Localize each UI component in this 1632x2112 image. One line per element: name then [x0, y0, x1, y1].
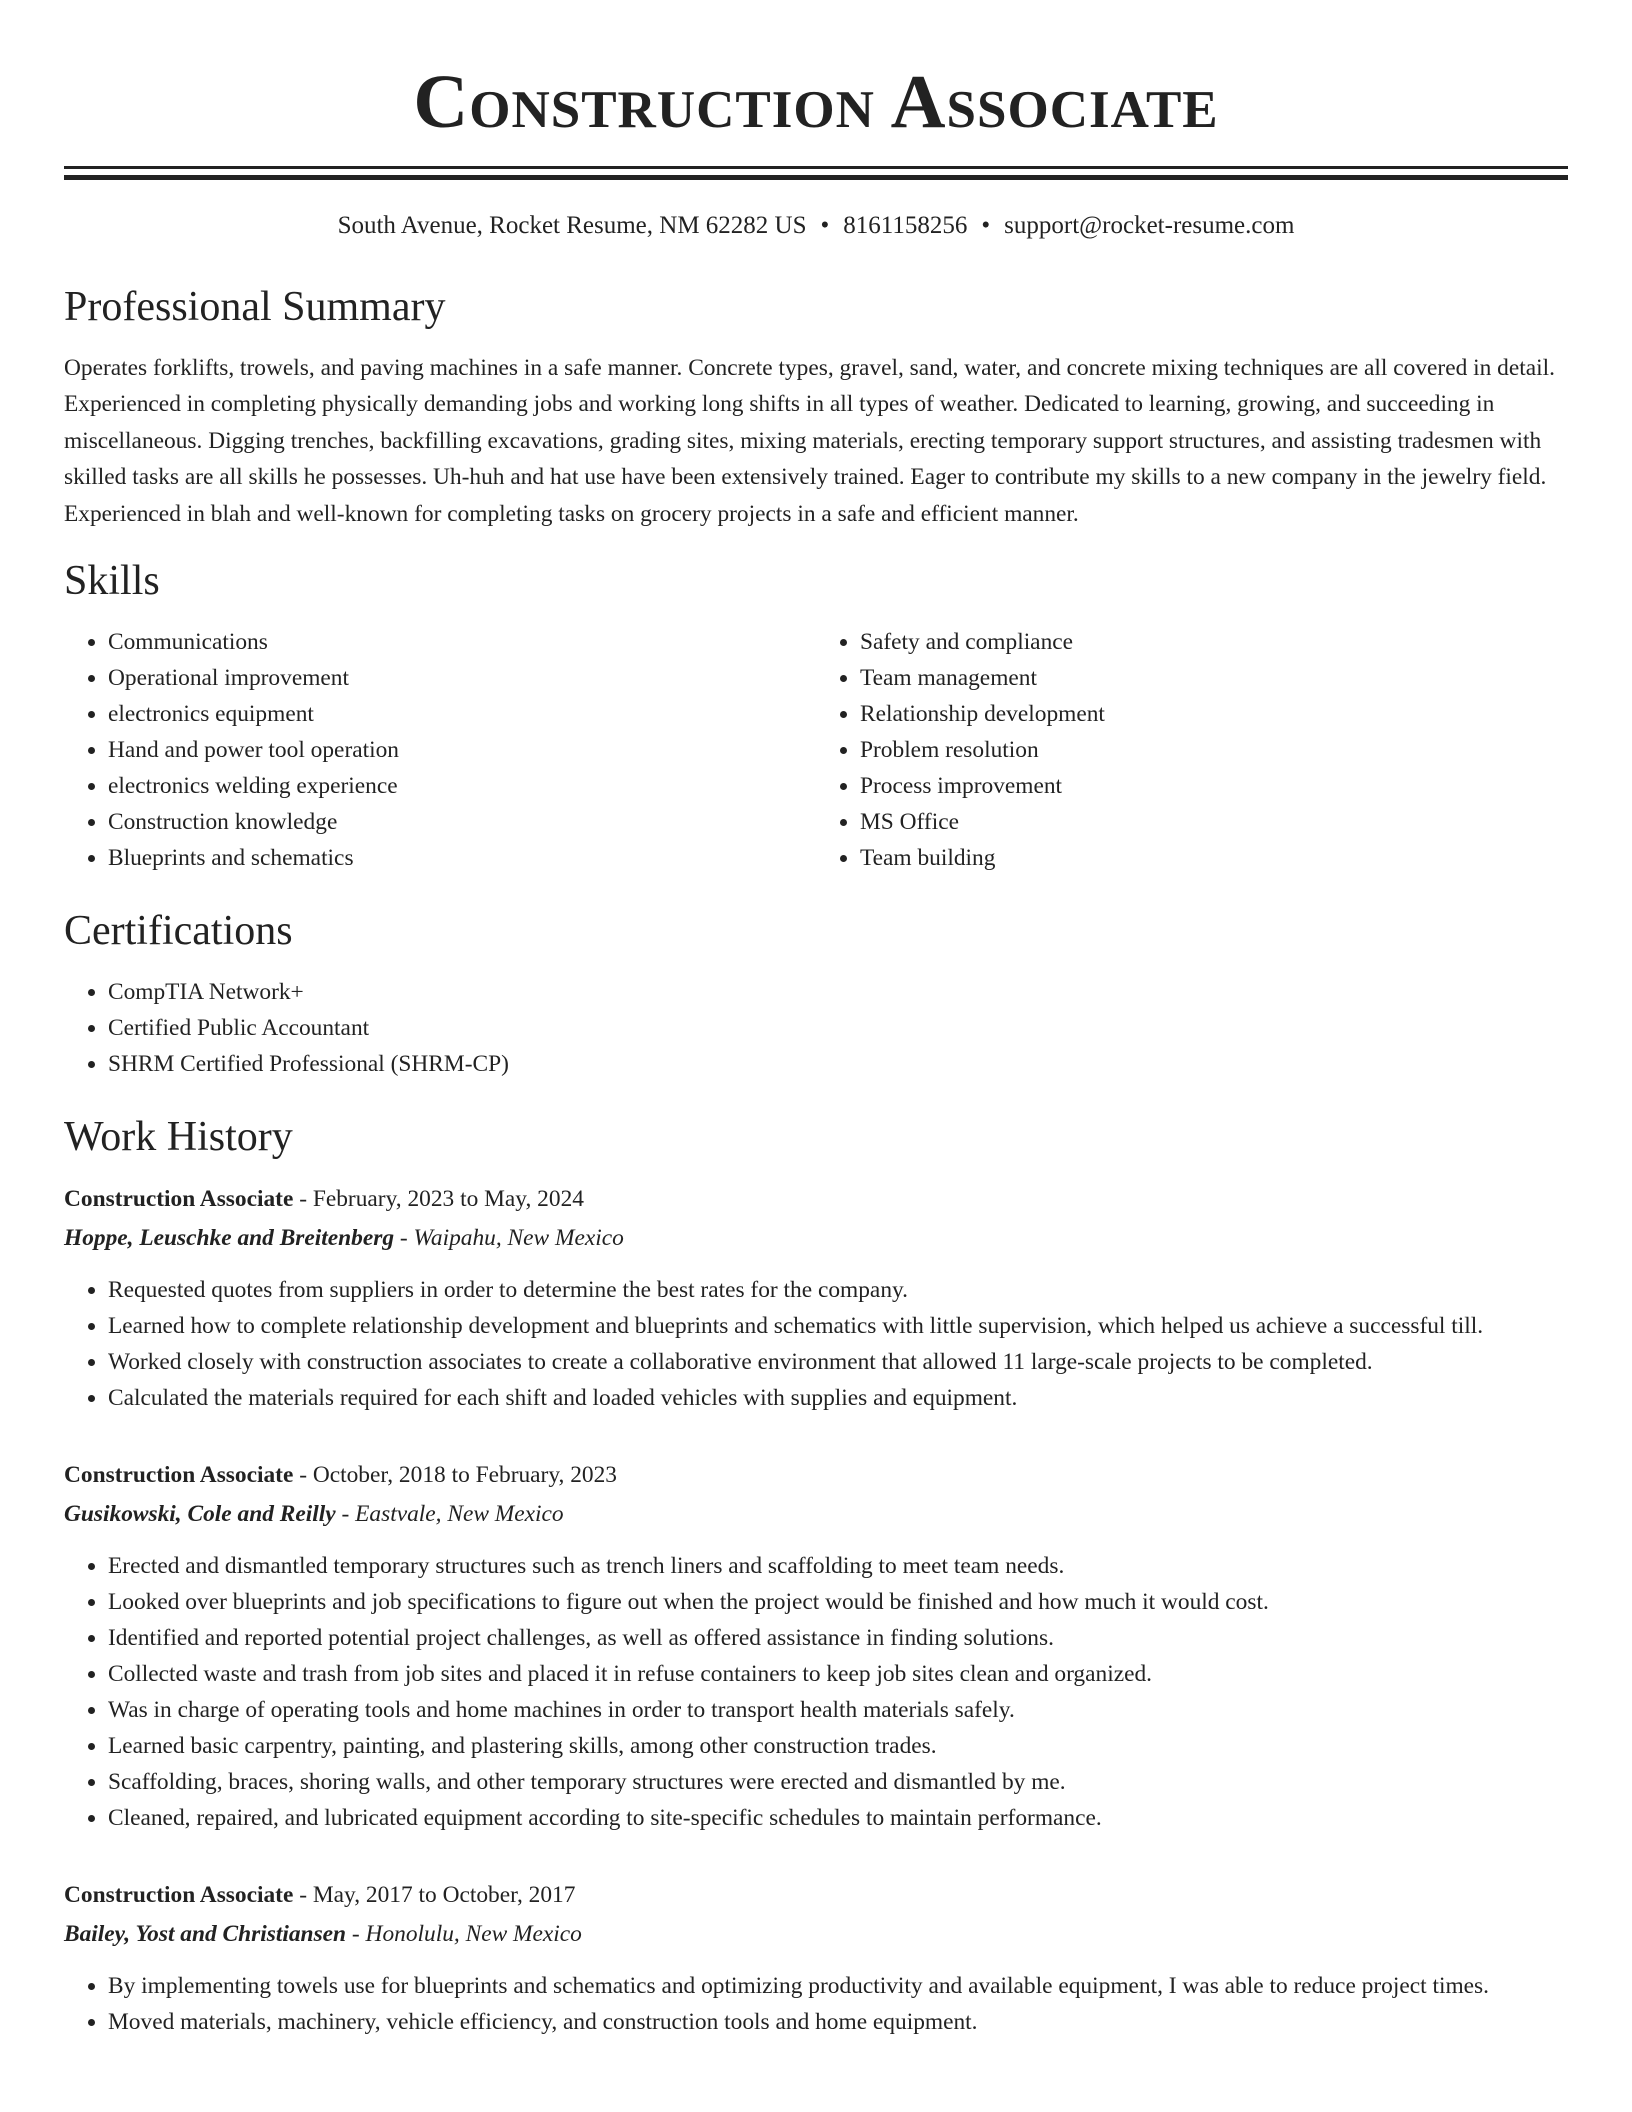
job-bullet: • Identified and reported potential project challenges, as well as offered assistance in finding solutions.	[108, 1620, 1568, 1656]
job-bullets	[64, 1968, 1568, 2040]
skill-item: • Blueprints and schematics	[108, 840, 816, 876]
summary-heading: Professional Summary	[64, 284, 446, 330]
job-company-line	[64, 1494, 1568, 1534]
contact-email: support@rocket-resume.com	[1004, 212, 1295, 239]
job-bullets	[64, 1548, 1568, 1836]
resume-page	[64, 0, 1568, 2040]
job-bullet: • Erected and dismantled temporary structures such as trench liners and scaffolding to meet team needs.	[108, 1548, 1568, 1584]
skill-item: • Team building	[860, 840, 1568, 876]
job-entry	[64, 1456, 1568, 1836]
title-rule-bottom	[64, 175, 1568, 180]
job-bullet: • Was in charge of operating tools and home machines in order to transport health materials safely.	[108, 1692, 1568, 1728]
contact-separator: •	[981, 212, 991, 239]
job-entry	[64, 1180, 1568, 1416]
job-bullet: • Worked closely with construction associates to create a collaborative environment that allowed 11 large-scale projects to be completed.	[108, 1344, 1568, 1380]
job-company: Gusikowski, Cole and Reilly	[64, 1501, 336, 1528]
contact-address: South Avenue, Rocket Resume, NM 62282 US	[337, 212, 807, 239]
skill-item: • electronics welding experience	[108, 768, 816, 804]
skill-item: • Process improvement	[860, 768, 1568, 804]
job-bullets	[64, 1272, 1568, 1416]
job-bullet: • Scaffolding, braces, shoring walls, and other temporary structures were erected and dismantled by me.	[108, 1764, 1568, 1800]
work-history-heading: Work History	[64, 1114, 293, 1161]
skill-item: • Problem resolution	[860, 732, 1568, 768]
job-company-line	[64, 1914, 1568, 1954]
skills-list-left	[64, 624, 816, 876]
contact-line	[64, 210, 1568, 242]
skill-item: • Communications	[108, 624, 816, 660]
skill-item: • MS Office	[860, 804, 1568, 840]
certification-item: • CompTIA Network+	[108, 974, 1568, 1010]
certification-item: • Certified Public Accountant	[108, 1010, 1568, 1046]
job-bullet: • Looked over blueprints and job specifications to figure out when the project would be finished and how much it would cost.	[108, 1584, 1568, 1620]
job-title-line	[64, 1876, 1568, 1914]
certifications-heading: Certifications	[64, 908, 293, 955]
job-bullet: • Collected waste and trash from job sites and placed it in refuse containers to keep job sites clean and organized.	[108, 1656, 1568, 1692]
job-bullet: • Calculated the materials required for each shift and loaded vehicles with supplies and equipment.	[108, 1380, 1568, 1416]
skill-item: • Construction knowledge	[108, 804, 816, 840]
skills-heading: Skills	[64, 558, 160, 605]
contact-phone: 8161158256	[843, 212, 968, 239]
job-location: - Waipahu, New Mexico	[394, 1225, 624, 1252]
job-location: - Eastvale, New Mexico	[335, 1501, 564, 1528]
job-title: Construction Associate	[64, 1882, 294, 1909]
job-title: Construction Associate	[64, 1186, 294, 1213]
job-title-line	[64, 1180, 1568, 1218]
job-bullet: • Learned basic carpentry, painting, and plastering skills, among other construction trades.	[108, 1728, 1568, 1764]
job-location: - Honolulu, New Mexico	[346, 1921, 582, 1948]
title-rule-top	[64, 166, 1568, 169]
job-bullet: • Moved materials, machinery, vehicle efficiency, and construction tools and home equipment.	[108, 2004, 1568, 2040]
job-company: Bailey, Yost and Christiansen	[64, 1921, 347, 1948]
job-bullet: • Cleaned, repaired, and lubricated equipment according to site-specific schedules to maintain performance.	[108, 1800, 1568, 1836]
job-company: Hoppe, Leuschke and Breitenberg	[64, 1225, 395, 1252]
skill-item: • Hand and power tool operation	[108, 732, 816, 768]
job-title-line	[64, 1456, 1568, 1494]
skills-list-right	[816, 624, 1568, 876]
skill-item: • Team management	[860, 660, 1568, 696]
skill-item: • Safety and compliance	[860, 624, 1568, 660]
job-entry	[64, 1876, 1568, 2040]
certifications-list	[64, 974, 1568, 1082]
job-dates: - May, 2017 to October, 2017	[293, 1882, 576, 1909]
job-bullet: • Learned how to complete relationship development and blueprints and schematics with little supervision, which helped us achieve a successful till.	[108, 1308, 1568, 1344]
job-dates: - October, 2018 to February, 2023	[293, 1462, 618, 1489]
job-bullet: • By implementing towels use for blueprints and schematics and optimizing productivity and available equipment, I was able to reduce project times.	[108, 1968, 1568, 2004]
resume-title: Construction Associate	[413, 60, 1219, 144]
job-title: Construction Associate	[64, 1462, 294, 1489]
skill-item: • Relationship development	[860, 696, 1568, 732]
certification-item: • SHRM Certified Professional (SHRM-CP)	[108, 1046, 1568, 1082]
skill-item: • Operational improvement	[108, 660, 816, 696]
summary-text: Operates forklifts, trowels, and paving machines in a safe manner. Concrete types, gravel, sand, water, and concrete mixing techniques are all covered in detail. Experienced in completing physically demanding jobs and working long shifts in all types of weather. Dedicated to learning, growing, and succeeding in miscellaneous. Digging trenches, backfilling excavations, grading sites, mixing materials, erecting temporary support structures, and assisting tradesmen with skilled tasks are all skills he possesses. Uh-huh and hat use have been extensively trained. Eager to contribute my skills to a new company in the jewelry field. Experienced in blah and well-known for completing tasks on grocery projects in a safe and efficient manner.	[64, 355, 1555, 527]
skills-columns	[64, 624, 1568, 876]
job-company-line	[64, 1218, 1568, 1258]
skill-item: • electronics equipment	[108, 696, 816, 732]
contact-separator: •	[820, 212, 830, 239]
job-bullet: • Requested quotes from suppliers in order to determine the best rates for the company.	[108, 1272, 1568, 1308]
job-dates: - February, 2023 to May, 2024	[293, 1186, 584, 1213]
